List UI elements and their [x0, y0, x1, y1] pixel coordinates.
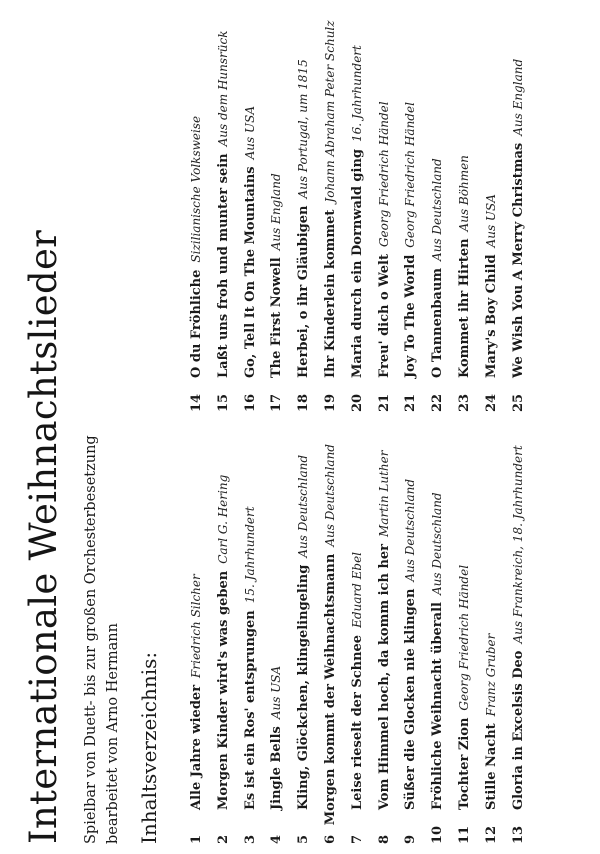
- toc-entry: [183, 2, 210, 412]
- song-credit: Aus Portugal, um 1815: [296, 59, 311, 199]
- entry-number: 20: [349, 393, 365, 412]
- page-title: Internationale Weihnachtslieder: [22, 229, 65, 844]
- toc-entry: [263, 444, 290, 844]
- entry-number: 9: [403, 834, 419, 844]
- entry-number: 19: [322, 393, 338, 412]
- toc-entry: [263, 2, 290, 412]
- toc-entry: [424, 2, 451, 412]
- toc-entry: [344, 444, 371, 844]
- song-credit: Aus USA: [269, 665, 284, 720]
- song-credit: Aus Deutschland: [296, 454, 311, 558]
- entry-number: 12: [483, 825, 499, 844]
- song-title: O du Fröhliche: [189, 269, 204, 378]
- song-title: The First Nowell: [269, 257, 285, 378]
- song-title: Stille Nacht: [483, 723, 499, 810]
- song-title: Leise rieselt der Schnee: [349, 634, 365, 810]
- song-credit: Carl G. Hering: [215, 474, 230, 564]
- toc-entry: [317, 2, 344, 412]
- song-title: Maria durch ein Dornwald ging: [349, 148, 365, 378]
- song-credit: Georg Friedrich Händel: [456, 564, 471, 711]
- toc-entry: [290, 2, 317, 412]
- toc-entry: [210, 2, 237, 412]
- song-credit: Friedrich Silcher: [189, 574, 203, 678]
- song-title: O Tannenbaum: [430, 267, 446, 378]
- toc-entry: [371, 444, 398, 844]
- toc-entry: [505, 444, 532, 844]
- toc-entry: [478, 444, 505, 844]
- toc-right-column: [183, 2, 531, 412]
- song-title: Fröhliche Weihnacht überall: [430, 602, 446, 810]
- song-credit: Georg Friedrich Händel: [403, 102, 418, 248]
- song-credit: Martin Luther: [376, 450, 391, 537]
- toc-entry: [317, 444, 344, 844]
- toc-entry: [397, 2, 424, 412]
- song-credit: Aus dem Hunsrück: [215, 30, 230, 147]
- song-credit: Aus Deutschland: [430, 492, 445, 596]
- song-credit: Aus Frankreich, 18. Jahrhundert: [510, 445, 525, 644]
- entry-number: 11: [456, 825, 472, 844]
- song-title: Morgen Kinder wird's was geben: [215, 570, 231, 810]
- toc-entry: [344, 2, 371, 412]
- song-credit: Eduard Ebel: [349, 551, 364, 628]
- song-credit: Aus Böhmen: [456, 155, 471, 232]
- entry-number: 25: [510, 393, 526, 412]
- toc-entry: [451, 444, 478, 844]
- entry-number: 21: [376, 393, 392, 412]
- song-credit: Aus USA: [483, 194, 498, 248]
- toc-entry: [237, 2, 264, 412]
- toc-entry: [397, 444, 424, 844]
- song-credit: Aus England: [269, 173, 284, 251]
- song-credit: Aus Deutschland: [403, 478, 418, 582]
- entry-number: 14: [189, 393, 204, 412]
- song-title: Es ist ein Ros' entsprungen: [242, 610, 258, 810]
- entry-number: 10: [430, 825, 446, 844]
- song-title: Go, Tell It On The Mountains: [242, 166, 258, 378]
- song-title: Kling, Glöckchen, klingelingeling: [296, 564, 312, 810]
- entry-number: 23: [456, 393, 472, 412]
- toc-left-column: [183, 444, 531, 844]
- toc-entry: [210, 444, 237, 844]
- entry-number: 21: [403, 393, 419, 412]
- toc-entry: [505, 2, 532, 412]
- song-title: Laßt uns froh und munter sein: [215, 153, 231, 378]
- entry-number: 16: [242, 393, 258, 412]
- subtitle: [80, 435, 124, 844]
- song-credit: Aus USA: [242, 106, 257, 160]
- song-credit: 16. Jahrhundert: [349, 45, 364, 142]
- song-title: Herbei, o ihr Gläubigen: [296, 205, 312, 378]
- song-credit: Johann Abraham Peter Schulz: [322, 20, 337, 203]
- song-title: Tochter Zion: [456, 717, 472, 810]
- entry-number: 5: [296, 834, 312, 844]
- entry-number: 2: [215, 834, 231, 844]
- song-credit: Sizilianische Volksweise: [189, 115, 203, 263]
- song-credit: 15. Jahrhundert: [242, 506, 257, 604]
- toc-heading: Inhaltsverzeichnis:: [137, 651, 161, 844]
- entry-number: 1: [189, 834, 204, 844]
- song-credit: Aus England: [510, 58, 525, 136]
- song-title: Mary's Boy Child: [483, 254, 499, 378]
- toc-entry: [183, 444, 210, 844]
- song-credit: Georg Friedrich Händel: [376, 101, 391, 248]
- entry-number: 24: [483, 393, 499, 412]
- entry-number: 6: [322, 834, 338, 844]
- song-title: Ihr Kinderlein kommet: [322, 209, 338, 378]
- toc-entry: [237, 444, 264, 844]
- entry-number: 18: [296, 393, 312, 412]
- song-credit: Aus Deutschland: [430, 158, 445, 261]
- toc-entry: [451, 2, 478, 412]
- entry-number: 13: [510, 825, 526, 844]
- entry-number: 8: [376, 834, 392, 844]
- toc-entry: [424, 444, 451, 844]
- subtitle-line-1: Spielbar von Duett- bis zur großen Orchesterbesetzung: [83, 435, 99, 844]
- song-title: Gloria in Excelsis Deo: [510, 650, 526, 810]
- song-title: Morgen kommt der Weihnachtsmann: [322, 553, 338, 826]
- toc-entry: [371, 2, 398, 412]
- toc-entry: [290, 444, 317, 844]
- toc-entry: [478, 2, 505, 412]
- song-credit: Aus Deutschland: [322, 444, 337, 547]
- song-title: Joy To The World: [403, 254, 419, 378]
- song-credit: Franz Gruber: [483, 633, 498, 717]
- entry-number: 4: [269, 834, 285, 844]
- subtitle-line-2: bearbeitet von Arno Hermann: [105, 623, 121, 844]
- song-title: Jingle Bells: [269, 726, 285, 810]
- entry-number: 3: [242, 834, 258, 844]
- entry-number: 17: [269, 393, 285, 412]
- song-title: Vom Himmel hoch, da komm ich her: [376, 543, 392, 810]
- song-title: Süßer die Glocken nie klingen: [403, 588, 419, 810]
- song-title: We Wish You A Merry Christmas: [510, 142, 526, 378]
- song-title: Alle Jahre wieder: [189, 684, 204, 810]
- entry-number: 22: [430, 393, 446, 412]
- entry-number: 7: [349, 834, 365, 844]
- song-title: Freu' dich o Welt: [376, 254, 392, 378]
- song-title: Kommet ihr Hirten: [456, 238, 472, 378]
- entry-number: 15: [215, 393, 231, 412]
